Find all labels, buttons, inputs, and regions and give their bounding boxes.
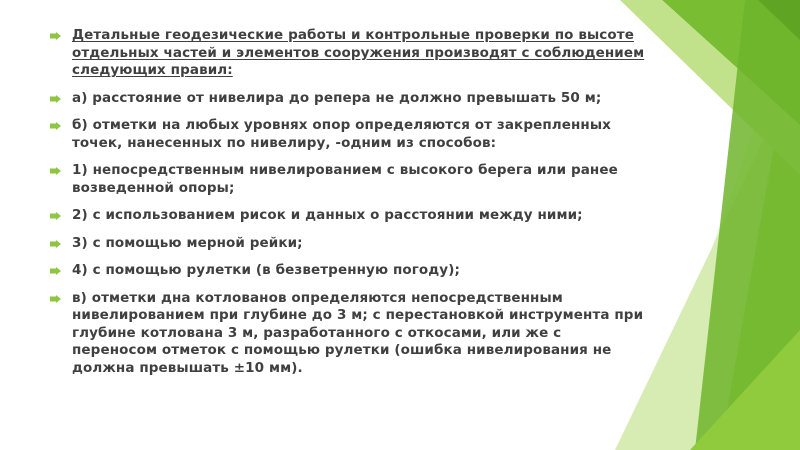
bullet-list	[48, 27, 648, 387]
paragraph-text: 4) с помощью рулетки (в безветренную погоду);	[72, 262, 460, 278]
list-item	[48, 90, 648, 108]
arrow-bullet-icon	[50, 295, 61, 303]
paragraph-text: 1) непосредственным нивелированием с высокого берега или ранее возведенной опоры;	[72, 162, 618, 196]
list-item	[48, 117, 648, 152]
arrow-bullet-icon	[50, 240, 61, 248]
arrow-bullet-icon	[50, 167, 61, 175]
list-item	[48, 162, 648, 197]
arrow-bullet-icon	[50, 122, 61, 130]
arrow-bullet-icon	[50, 267, 61, 275]
paragraph-text: 2) с использованием рисок и данных о расстоянии между ними;	[72, 207, 583, 223]
arrow-bullet-icon	[50, 95, 61, 103]
paragraph-text: а) расстояние от нивелира до репера не должно превышать 50 м;	[72, 89, 602, 106]
arrow-bullet-icon	[50, 32, 61, 40]
paragraph-text: 3) с помощью мерной рейки;	[72, 234, 303, 251]
list-item	[48, 290, 648, 378]
list-item	[48, 262, 648, 280]
list-item	[48, 27, 648, 80]
arrow-bullet-icon	[50, 212, 61, 220]
list-item	[48, 235, 648, 253]
paragraph-text: б) отметки на любых уровнях опор определяются от закрепленных точек, нанесенных по нивелиру, -одним из способов:	[72, 117, 611, 151]
paragraph-text: в) отметки дна котлованов определяются непосредственным нивелированием при глубине до 3 м; с перестановкой инструмента при глубине котлована 3 м, разработанного с откосами, или же с переносом отметок с помощью рулетки (ошибка нивелирования не должна превышать ±10 мм).	[72, 289, 644, 376]
list-item	[48, 207, 648, 225]
paragraph-text: Детальные геодезические работы и контрольные проверки по высоте отдельных частей и элементов сооружения производят с соблюдением следующих правил:	[72, 27, 645, 78]
